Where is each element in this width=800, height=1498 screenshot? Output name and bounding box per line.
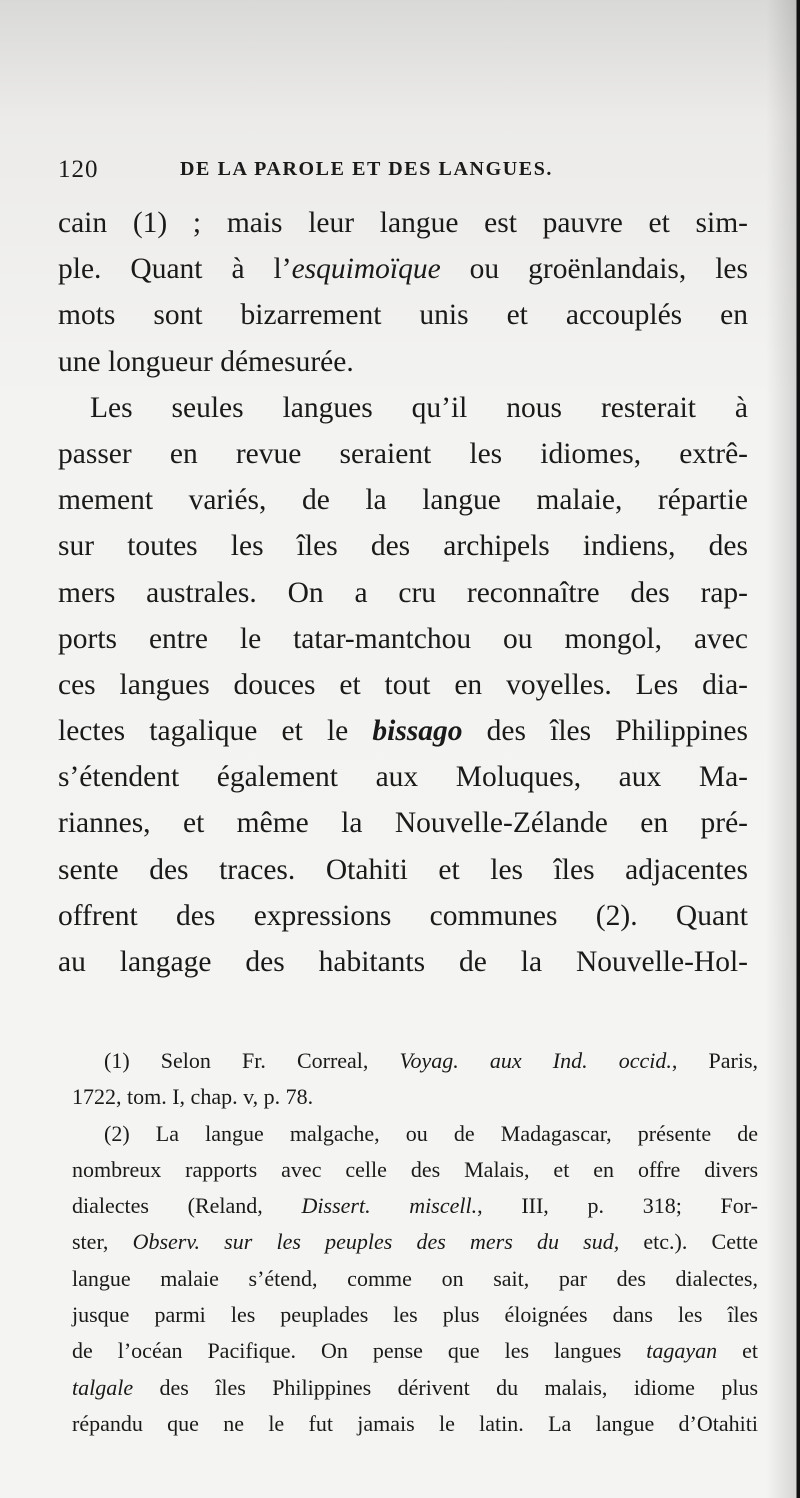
footnote-2-line-4: ster, Observ. sur les peuples des mers du sud, etc.). Cette xyxy=(72,1229,758,1255)
footnote-2-line-7: de l’océan Pacifique. On pense que les langues tagayan et xyxy=(72,1338,758,1364)
text-line-9: mers australes. On a cru reconnaître des rap- xyxy=(58,576,748,609)
text-line-2: ple. Quant à l’esquimoïque ou groënlandais, les xyxy=(58,253,748,286)
page-number: 120 xyxy=(58,156,99,183)
text-line-7: mement variés, de la langue malaie, répartie xyxy=(58,484,748,517)
text-line-11: ces langues douces et tout en voyelles. Les dia- xyxy=(58,668,748,701)
text-line-13: s’étendent également aux Moluques, aux Ma- xyxy=(58,761,748,794)
text-line-14: riannes, et même la Nouvelle-Zélande en pré- xyxy=(58,807,748,840)
footnote-1-line-1: (1) Selon Fr. Correal, Voyag. aux Ind. occid., Paris, xyxy=(104,1048,759,1073)
footnote-2-line-3: dialectes (Reland, Dissert. miscell., III, p. 318; For- xyxy=(72,1193,758,1219)
footnote-1-line-2: 1722, tom. I, chap. v, p. 78. xyxy=(72,1084,314,1110)
footnotes xyxy=(72,1043,758,1442)
text-line-1: cain (1) ; mais leur langue est pauvre et sim- xyxy=(58,207,748,239)
text-line-3: mots sont bizarrement unis et accouplés en xyxy=(58,299,748,332)
text-line-15: sente des traces. Otahiti et les îles adjacentes xyxy=(58,853,748,886)
main-text xyxy=(58,200,748,985)
text-line-17: au langage des habitants de la Nouvelle-Hol- xyxy=(58,946,748,978)
text-line-5: Les seules langues qu’il nous resterait à xyxy=(90,391,748,424)
text-line-10: ports entre le tatar-mantchou ou mongol, avec xyxy=(58,622,748,655)
text-line-4: une longueur démesurée. xyxy=(58,345,354,378)
text-line-8: sur toutes les îles des archipels indiens, des xyxy=(58,530,748,563)
footnote-2-line-2: nombreux rapports avec celle des Malais, et en offre divers xyxy=(72,1156,758,1182)
text-line-6: passer en revue seraient les idiomes, extrê- xyxy=(58,437,748,470)
running-head: DE LA PAROLE ET DES LANGUES. xyxy=(180,158,554,180)
italic-term: esquimoïque xyxy=(291,253,441,286)
text-line-16: offrent des expressions communes (2). Quant xyxy=(58,899,748,932)
italic-term: bissago xyxy=(372,715,463,748)
text-line-12: lectes tagalique et le bissago des îles Philippines xyxy=(58,715,748,748)
footnote-2-line-1: (2) La langue malgache, ou de Madagascar, présente de xyxy=(104,1120,758,1146)
footnote-2-line-8: talgale des îles Philippines dérivent du malais, idiome plus xyxy=(72,1374,758,1400)
page-header xyxy=(58,150,738,190)
page-edge-shadow xyxy=(766,0,800,1498)
footnote-2-line-5: langue malaie s’étend, comme on sait, par des dialectes, xyxy=(72,1265,758,1291)
footnote-2-line-6: jusque parmi les peuplades les plus éloignées dans les îles xyxy=(72,1302,758,1328)
footnote-2-line-9: répandu que ne le fut jamais le latin. La langue d’Otahiti xyxy=(72,1410,758,1436)
